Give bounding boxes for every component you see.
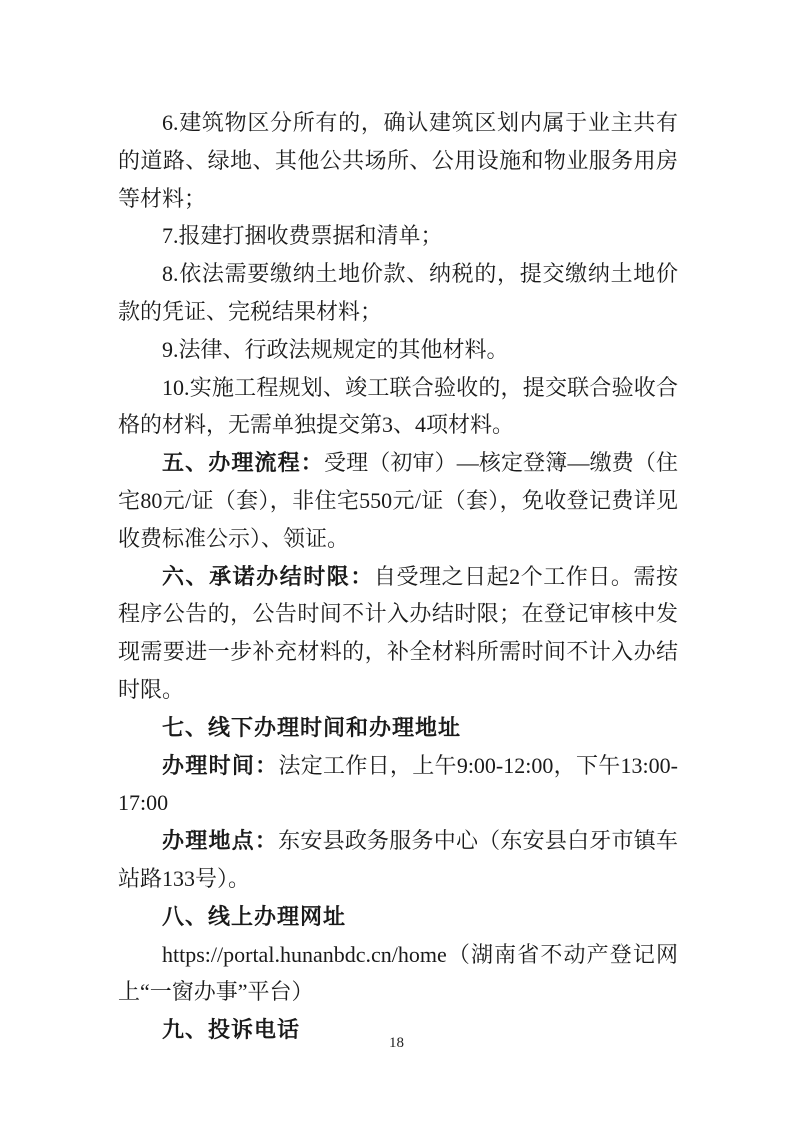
section-5-body-text: 受理（初审）—核定登簿—缴费（住宅80元/证（套），非住宅550元/证（套），免收登记费详见收费标准公示）、领证。 xyxy=(118,450,678,551)
office-hours-text: 法定工作日，上午9:00-12:00，下午13:00-17:00 xyxy=(118,752,678,816)
paragraph-material-item-10 xyxy=(118,369,678,445)
body-text: 9.法律、行政法规规定的其他材料。 xyxy=(162,336,509,362)
page-number: 18 xyxy=(389,1035,404,1051)
paragraph-office-hours xyxy=(118,747,678,823)
office-location-label: 办理地点： xyxy=(162,828,279,854)
paragraph-material-item-8 xyxy=(118,255,678,331)
paragraph-section-5-process xyxy=(118,444,678,557)
paragraph-material-item-7 xyxy=(118,217,678,255)
body-text: 8.依法需要缴纳土地价款、纳税的，提交缴纳土地价款的凭证、完税结果材料； xyxy=(118,261,678,324)
paragraph-portal-url xyxy=(118,936,678,1012)
heading-section-8-online-url xyxy=(118,898,678,936)
section-5-heading-label: 五、办理流程： xyxy=(162,450,324,476)
paragraph-material-item-9 xyxy=(118,331,678,369)
paragraph-material-item-6 xyxy=(118,104,678,217)
section-6-body-text: 自受理之日起2个工作日。需按程序公告的，公告时间不计入办结时限；在登记审核中发现需要进一步补充材料的，补全材料所需时间不计入办结时限。 xyxy=(118,563,678,702)
body-text: 7.报建打捆收费票据和清单； xyxy=(162,223,443,249)
url-text: https://portal.hunanbdc.cn/home（湖南省不动产登记网上“一窗办事”平台） xyxy=(118,941,678,1005)
section-8-heading-label: 八、线上办理网址 xyxy=(162,903,347,929)
section-7-heading-label: 七、线下办理时间和办理地址 xyxy=(162,714,462,740)
document-body xyxy=(118,104,678,1049)
paragraph-office-location xyxy=(118,822,678,898)
section-9-heading-label: 九、投诉电话 xyxy=(162,1017,301,1043)
heading-section-7-offline-time-address xyxy=(118,709,678,747)
section-6-heading-label: 六、承诺办结时限： xyxy=(162,563,374,589)
body-text: 6.建筑物区分所有的，确认建筑区划内属于业主共有的道路、绿地、其他公共场所、公用设施和物业服务用房等材料； xyxy=(118,110,678,211)
body-text: 10.实施工程规划、竣工联合验收的，提交联合验收合格的材料，无需单独提交第3、4项材料。 xyxy=(118,374,678,438)
paragraph-section-6-time-limit xyxy=(118,558,678,709)
office-location-text: 东安县政务服务中心（东安县白牙市镇车站路133号）。 xyxy=(118,828,678,891)
office-hours-label: 办理时间： xyxy=(162,752,279,778)
